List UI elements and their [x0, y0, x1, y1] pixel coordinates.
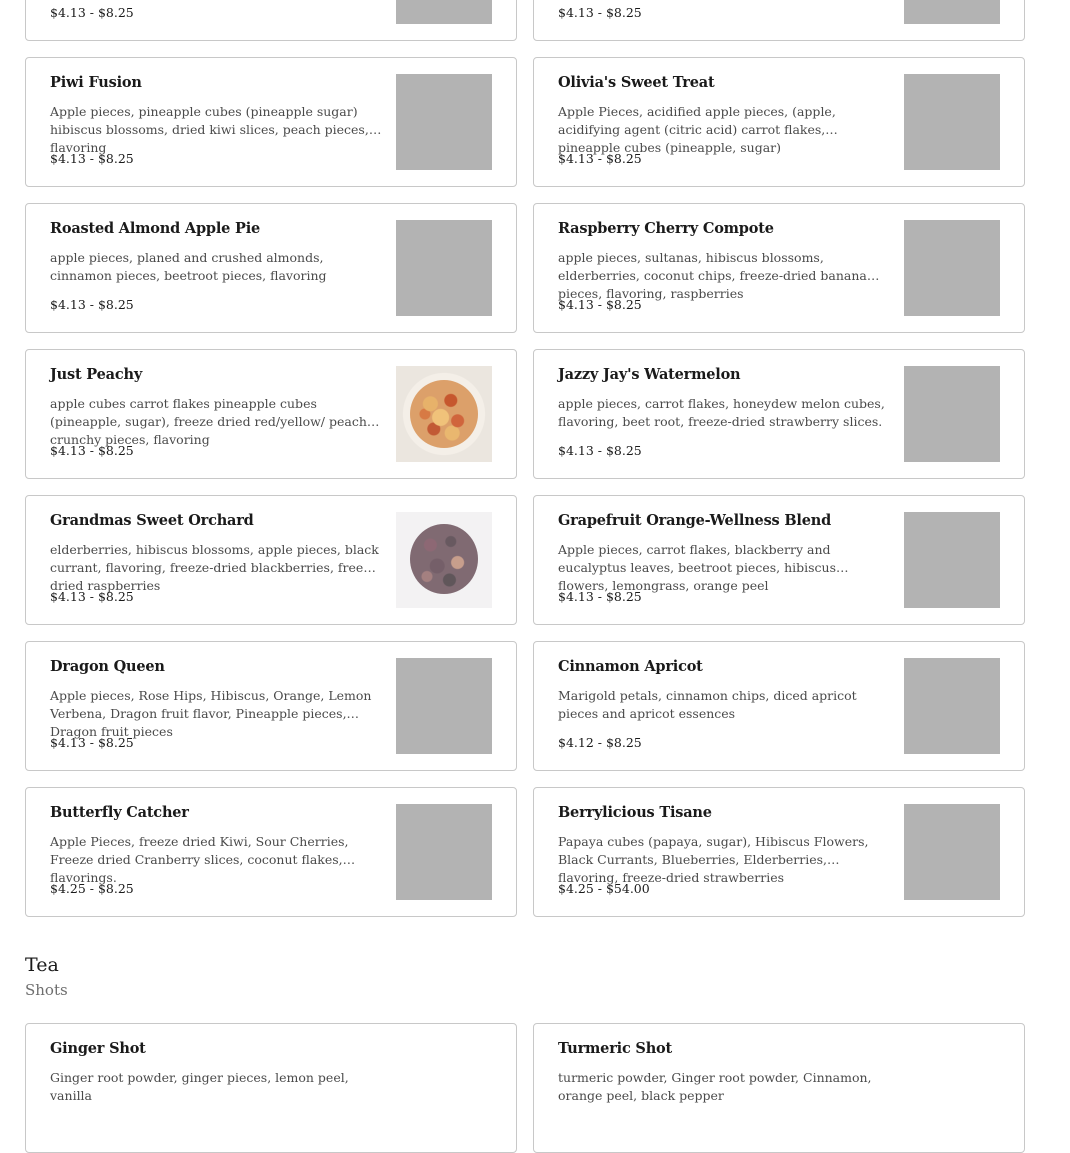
item-description: Apple Pieces, acidified apple pieces, (apple, acidifying agent (citric acid) carrot flakes, pineapple cubes (pineapple, sugar) [558, 104, 836, 155]
menu-item-card[interactable] [533, 57, 1025, 187]
item-description: Apple pieces, carrot flakes, blackberry and eucalyptus leaves, beetroot pieces, hibiscus flowers, lemongrass, orange peel [558, 542, 837, 593]
item-price: $4.13 - $8.25 [558, 443, 642, 458]
menu-page [25, 0, 1025, 1153]
item-name: Ginger Shot [50, 1040, 146, 1057]
menu-item-card[interactable] [25, 1023, 517, 1153]
menu-item-card[interactable] [533, 787, 1025, 917]
menu-item-card[interactable] [25, 787, 517, 917]
menu-item-card[interactable] [25, 495, 517, 625]
menu-item-card[interactable] [25, 57, 517, 187]
menu-items-grid [25, 0, 1025, 917]
item-name: Cinnamon Apricot [558, 658, 703, 675]
item-name: Butterfly Catcher [50, 804, 189, 821]
item-image-placeholder [904, 74, 1000, 170]
item-name: Berrylicious Tisane [558, 804, 712, 821]
item-description: turmeric powder, Ginger root powder, Cinnamon, orange peel, black pepper [558, 1070, 872, 1103]
item-description: apple pieces, sultanas, hibiscus blossoms, elderberries, coconut chips, freeze-dried banana pieces, flavoring, raspberries [558, 250, 867, 301]
menu-item-card[interactable] [533, 495, 1025, 625]
item-image-placeholder [904, 804, 1000, 900]
menu-section-tea [25, 953, 1025, 1153]
item-price: $4.25 - $8.25 [50, 881, 134, 896]
item-price: $4.13 - $8.25 [50, 151, 134, 166]
item-name: Olivia's Sweet Treat [558, 74, 715, 91]
item-description: apple cubes carrot flakes pineapple cubes (pineapple, sugar), freeze dried red/yellow/ peach crunchy pieces, flavoring [50, 396, 367, 447]
item-name: Turmeric Shot [558, 1040, 673, 1057]
item-image-placeholder [904, 0, 1000, 24]
item-description: Apple Pieces, freeze dried Kiwi, Sour Cherries, Freeze dried Cranberry slices, coconut flakes, flavorings. [50, 834, 349, 885]
item-image-placeholder [396, 0, 492, 24]
section-subtitle: Shots [25, 981, 68, 999]
item-image-placeholder [904, 512, 1000, 608]
item-price: $4.13 - $8.25 [558, 297, 642, 312]
menu-item-card[interactable] [533, 349, 1025, 479]
item-name: Jazzy Jay's Watermelon [558, 366, 741, 383]
item-description: Apple pieces, Rose Hips, Hibiscus, Orange, Lemon Verbena, Dragon fruit flavor, Pineapple pieces, Dragon fruit pieces [50, 688, 372, 739]
item-price: $4.25 - $54.00 [558, 881, 650, 896]
item-image-placeholder [904, 220, 1000, 316]
item-description: Marigold petals, cinnamon chips, diced apricot pieces and apricot essences [558, 688, 857, 721]
menu-item-card[interactable] [25, 349, 517, 479]
item-description: Ginger root powder, ginger pieces, lemon peel, vanilla [50, 1070, 349, 1103]
item-name: Dragon Queen [50, 658, 165, 675]
item-description: Apple pieces, pineapple cubes (pineapple sugar) hibiscus blossoms, dried kiwi slices, peach pieces, flavoring [50, 104, 369, 155]
item-name: Piwi Fusion [50, 74, 142, 91]
menu-item-card[interactable] [533, 641, 1025, 771]
item-price: $4.13 - $8.25 [50, 735, 134, 750]
item-price: $4.12 - $8.25 [558, 735, 642, 750]
item-image-placeholder [396, 220, 492, 316]
menu-item-card[interactable] [533, 0, 1025, 41]
item-price: $4.13 - $8.25 [50, 5, 134, 20]
item-name: Grandmas Sweet Orchard [50, 512, 254, 529]
item-image [396, 366, 492, 462]
item-price: $4.13 - $8.25 [558, 589, 642, 604]
item-name: Grapefruit Orange-Wellness Blend [558, 512, 832, 529]
item-description: apple pieces, carrot flakes, honeydew melon cubes, flavoring, beet root, freeze-dried strawberry slices. [558, 396, 885, 429]
item-price: $4.13 - $8.25 [558, 5, 642, 20]
menu-item-card[interactable] [25, 203, 517, 333]
item-description: apple pieces, planed and crushed almonds, cinnamon pieces, beetroot pieces, flavoring [50, 250, 327, 283]
item-name: Raspberry Cherry Compote [558, 220, 774, 237]
menu-item-card[interactable] [533, 203, 1025, 333]
menu-item-card[interactable] [533, 1023, 1025, 1153]
item-image-placeholder [904, 366, 1000, 462]
item-price: $4.13 - $8.25 [50, 589, 134, 604]
item-price: $4.13 - $8.25 [558, 151, 642, 166]
item-description: Papaya cubes (papaya, sugar), Hibiscus Flowers, Black Currants, Blueberries, Elderberries, flavoring, freeze-dried strawberries [558, 834, 869, 885]
item-price: $4.13 - $8.25 [50, 443, 134, 458]
section-items-grid [25, 1023, 1025, 1153]
section-title: Tea [25, 954, 59, 976]
item-image-placeholder [396, 658, 492, 754]
item-image [396, 512, 492, 608]
item-name: Just Peachy [50, 366, 143, 383]
item-description: elderberries, hibiscus blossoms, apple pieces, black currant, flavoring, freeze-dried blackberries, freeze-dried raspberries [50, 542, 382, 593]
item-image-placeholder [396, 804, 492, 900]
menu-item-card[interactable] [25, 0, 517, 41]
menu-item-card[interactable] [25, 641, 517, 771]
item-name: Roasted Almond Apple Pie [50, 220, 261, 237]
item-image-placeholder [396, 74, 492, 170]
item-price: $4.13 - $8.25 [50, 297, 134, 312]
item-image-placeholder [904, 658, 1000, 754]
